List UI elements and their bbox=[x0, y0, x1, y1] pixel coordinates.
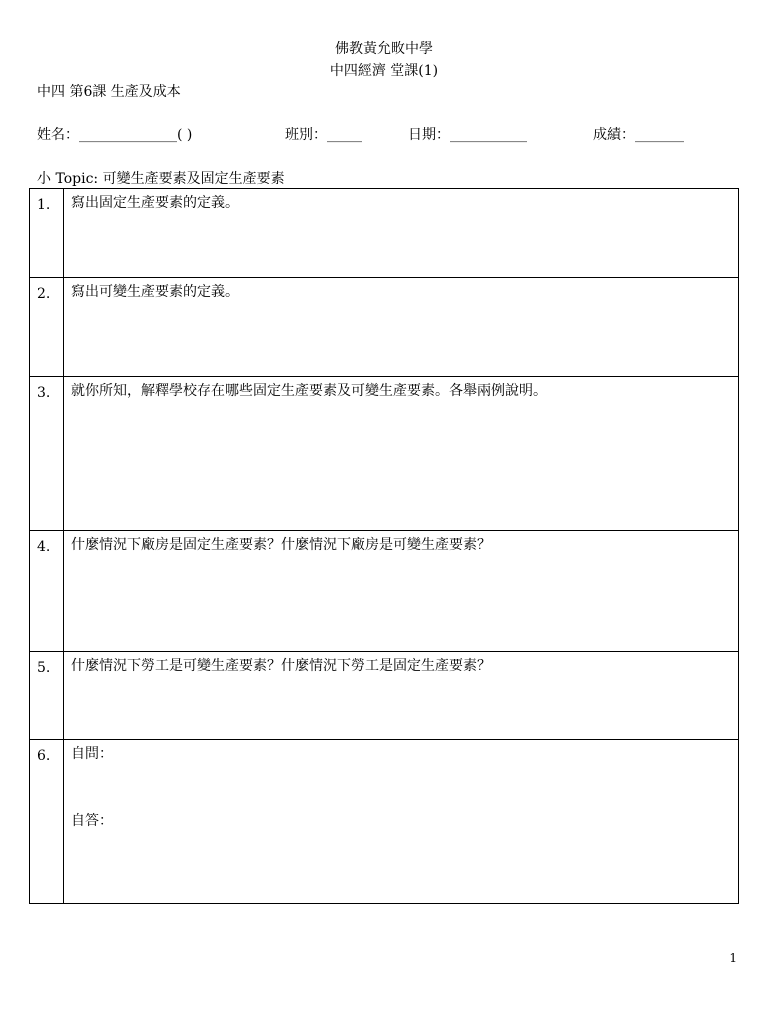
student-info-row bbox=[37, 124, 737, 144]
question-number: 2. bbox=[30, 278, 64, 377]
question-row bbox=[30, 278, 739, 377]
question-row bbox=[30, 377, 739, 531]
date-field: 日期：___________ bbox=[408, 127, 527, 143]
question-text: 什麼情況下勞工是可變生產要素？什麼情況下勞工是固定生產要素？ bbox=[64, 652, 739, 740]
self-ask-label: 自問： bbox=[71, 746, 113, 762]
self-answer-label: 自答： bbox=[71, 813, 113, 829]
question-row bbox=[30, 740, 739, 904]
question-text: 寫出固定生產要素的定義。 bbox=[64, 189, 739, 278]
question-text: 寫出可變生產要素的定義。 bbox=[64, 278, 739, 377]
topic-heading: 小 Topic: 可變生產要素及固定生產要素 bbox=[37, 171, 285, 187]
question-row bbox=[30, 652, 739, 740]
questions-table bbox=[29, 188, 739, 904]
question-text: 就你所知，解釋學校存在哪些固定生產要素及可變生產要素。各舉兩例說明。 bbox=[64, 377, 739, 531]
question-number: 3. bbox=[30, 377, 64, 531]
school-name: 佛教黃允畋中學 bbox=[335, 41, 433, 57]
class-field: 班別：_____ bbox=[285, 127, 362, 143]
lesson-title: 中四 第6課 生產及成本 bbox=[37, 84, 181, 100]
question-number: 6. bbox=[30, 740, 64, 904]
self-question-cell bbox=[64, 740, 739, 904]
question-number: 4. bbox=[30, 531, 64, 652]
question-row bbox=[30, 189, 739, 278]
question-number: 1. bbox=[30, 189, 64, 278]
worksheet-title: 中四經濟 堂課(1) bbox=[329, 63, 439, 79]
page-number: 1 bbox=[729, 951, 737, 965]
grade-field: 成績：_______ bbox=[593, 127, 684, 143]
question-text: 什麼情況下廠房是固定生產要素？什麼情況下廠房是可變生產要素？ bbox=[64, 531, 739, 652]
question-number: 5. bbox=[30, 652, 64, 740]
question-row bbox=[30, 531, 739, 652]
name-field: 姓名：______________( ) bbox=[37, 127, 193, 143]
